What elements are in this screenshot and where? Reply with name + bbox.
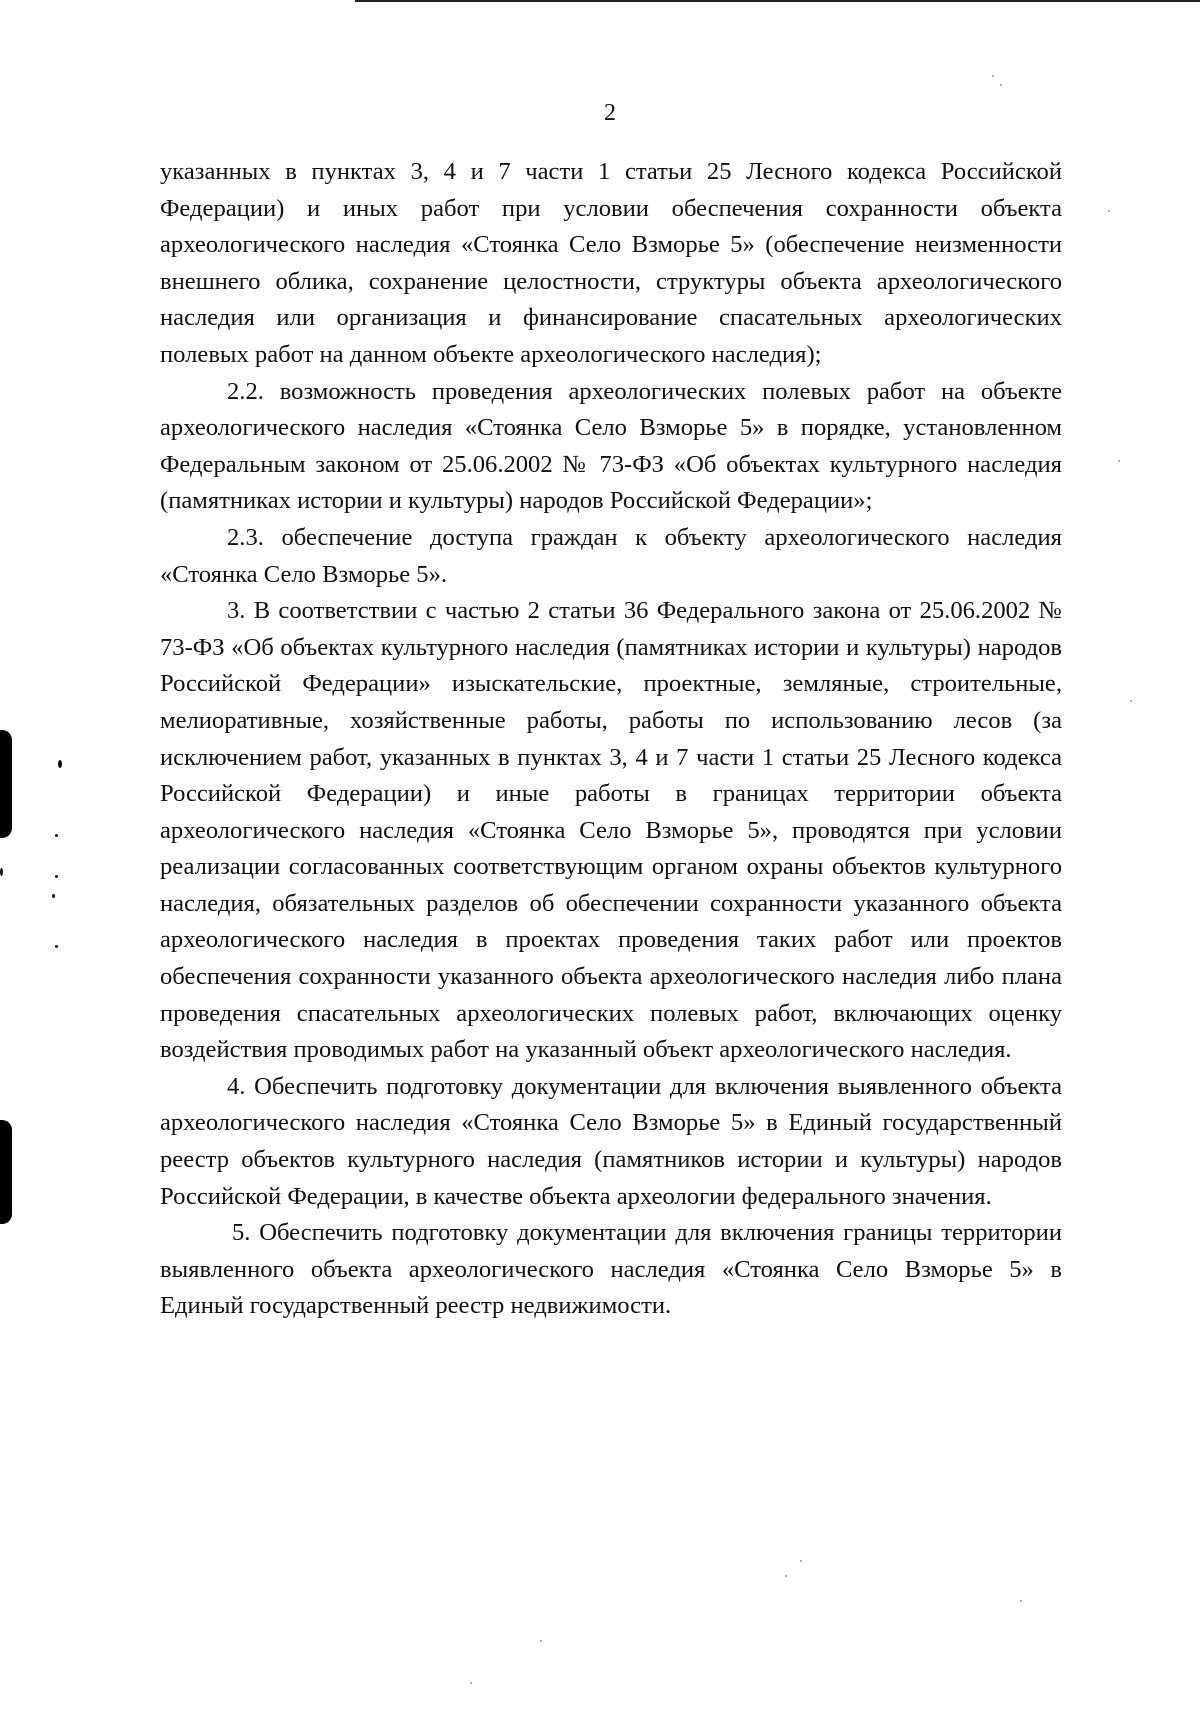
scan-speck <box>1000 84 1002 86</box>
scan-speck <box>785 1575 787 1577</box>
scan-speck <box>1108 210 1110 212</box>
scan-speck <box>1118 460 1120 462</box>
scan-speck <box>800 1560 802 1562</box>
scan-speck <box>540 1640 542 1642</box>
paragraph-4: 4. Обеспечить подготовку документации для включения выявленного объекта археологического наследия «Стоянка Село Взморье 5» в Единый государственный реестр объектов культурного наследия (памятников истории и культуры) народов Российской Федерации, в качестве объекта археологии федерального значения. <box>160 1072 1062 1210</box>
scan-speck <box>470 1682 472 1684</box>
page-number: 2 <box>604 100 616 126</box>
paragraph-5: 5. Обеспечить подготовку документации для включения границы территории выявленного объекта археологического наследия «Стоянка Село Взморье 5» в Единый государственный реестр недвижимости. <box>160 1219 1062 1320</box>
paragraph-continuation: указанных в пунктах 3, 4 и 7 части 1 статьи 25 Лесного кодекса Российской Федерации) и иных работ при условии обеспечения сохранности объекта археологического наследия «Стоянка Село Взморье 5» (обеспечение неизменности внешнего облика, сохранение целостности, структуры объекта археологического наследия или организация и финансирование спасательных археологических полевых работ на данном объекте археологического наследия); <box>160 158 1062 368</box>
scan-speck <box>55 834 58 837</box>
scan-speck <box>0 868 3 876</box>
scan-speck <box>1130 700 1132 702</box>
paragraph-2-3: 2.3. обеспечение доступа граждан к объекту археологического наследия «Стоянка Село Взморье 5». <box>160 523 1062 588</box>
scan-speck <box>52 894 55 898</box>
paragraph-2-2: 2.2. возможность проведения археологических полевых работ на объекте археологического наследия «Стоянка Село Взморье 5» в порядке, установленном Федеральным законом от 25.06.2002 № 73-ФЗ «Об объектах культурного наследия (памятниках истории и культуры) народов Российской Федерации»; <box>160 377 1062 515</box>
scan-speck <box>58 760 62 768</box>
paragraph-3: 3. В соответствии с частью 2 статьи 36 Федерального закона от 25.06.2002 № 73-ФЗ «Об объектах культурного наследия (памятниках истории и культуры) народов Российской Федерации» изыскательские, проектные, земляные, строительные, мелиоративные, хозяйственные работы, работы по использованию лесов (за исключением работ, указанных в пунктах 3, 4 и 7 части 1 статьи 25 Лесного кодекса Российской Федерации) и иные работы в границах территории объекта археологического наследия «Стоянка Село Взморье 5», проводятся при условии реализации согласованных соответствующим органом охраны объектов культурного наследия, обязательных разделов об обеспечении сохранности указанного объекта археологического наследия в проектах проведения таких работ или проектов обеспечения сохранности указанного объекта археологического наследия либо плана проведения спасательных археологических полевых работ, включающих оценку воздействия проводимых работ на указанный объект археологического наследия. <box>160 597 1062 1064</box>
scan-binding-mark <box>0 1120 12 1224</box>
scan-speck <box>1020 1600 1022 1602</box>
scan-binding-mark <box>0 730 12 838</box>
document-body <box>160 154 1062 1325</box>
scan-speck <box>55 875 58 878</box>
scan-speck <box>55 945 58 948</box>
scan-speck <box>992 75 994 77</box>
top-edge-line <box>355 0 1200 2</box>
